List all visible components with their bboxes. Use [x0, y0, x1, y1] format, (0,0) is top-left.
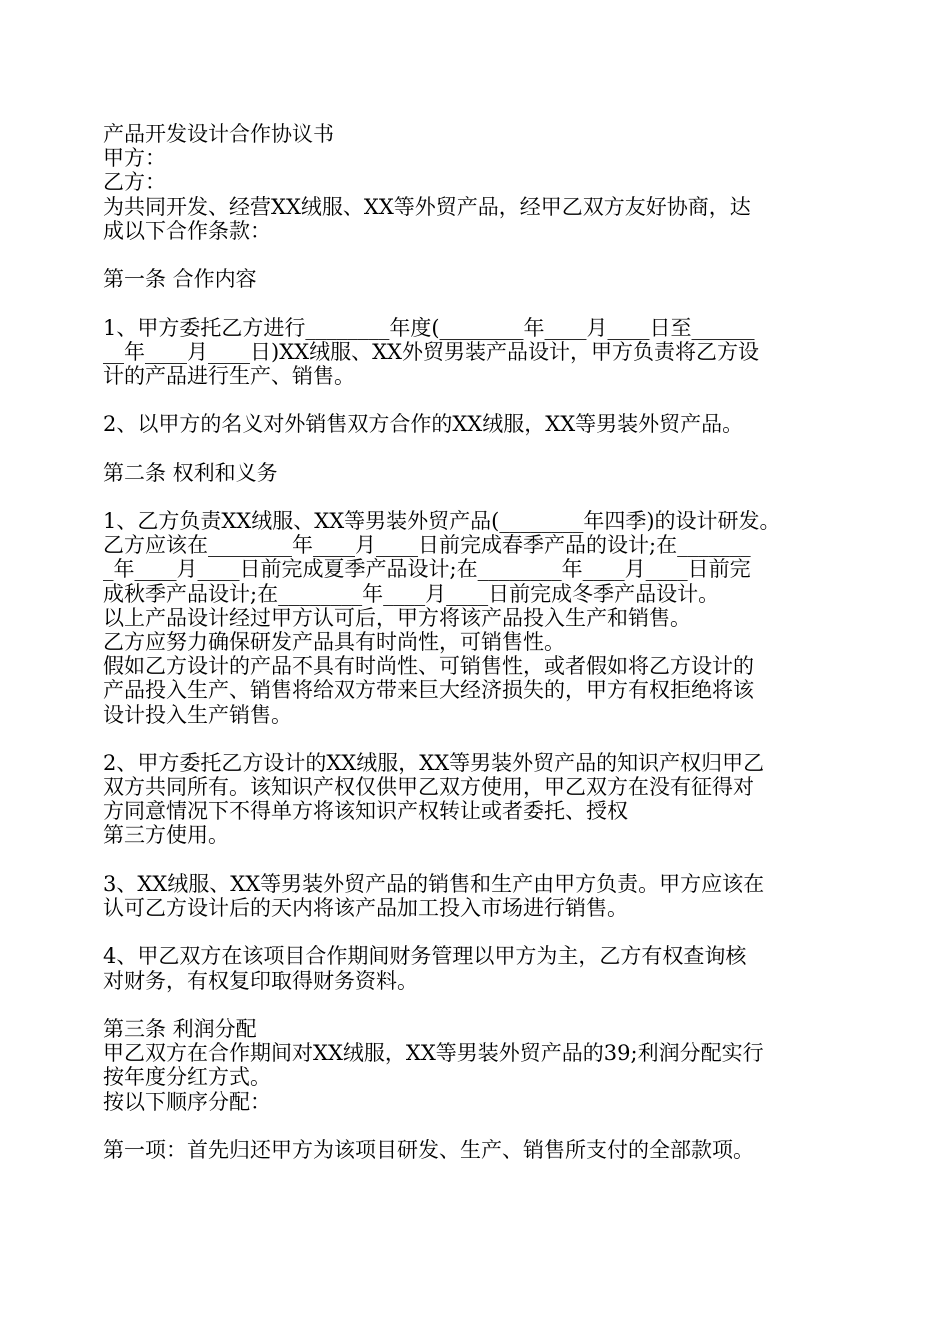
- text-line: 按以下顺序分配：: [103, 1089, 271, 1114]
- text-line: 乙方：: [103, 170, 166, 195]
- text-line: _年____月____日前完成夏季产品设计;在________年____月____日前完: [103, 557, 751, 582]
- document-page: [103, 122, 853, 1162]
- text-line: 产品投入生产、销售将给双方带来巨大经济损失的，甲方有权拒绝将该: [103, 678, 754, 703]
- blank-line: [103, 920, 853, 944]
- text-line: 第三条 利润分配: [103, 1016, 257, 1041]
- blank-line: [103, 1114, 853, 1138]
- text-line: 认可乙方设计后的天内将该产品加工投入市场进行销售。: [103, 896, 628, 920]
- text-line: 对财务，有权复印取得财务资料。: [103, 968, 418, 993]
- text-line: 方同意情况下不得单方将该知识产权转让或者委托、授权: [103, 799, 628, 824]
- blank-line: [103, 993, 853, 1017]
- text-line: __年____月____日)XX绒服、XX外贸男装产品设计，甲方负责将乙方设: [103, 339, 759, 364]
- text-line: 成以下合作条款：: [103, 218, 271, 243]
- blank-line: [103, 243, 853, 267]
- text-line: 设计投入生产销售。: [103, 702, 292, 727]
- document-title: 产品开发设计合作协议书: [103, 122, 334, 146]
- text-line: 4、甲乙双方在该项目合作期间财务管理以甲方为主，乙方有权查询核: [103, 944, 747, 969]
- blank-line: [103, 436, 853, 460]
- text-line: 假如乙方设计的产品不具有时尚性、可销售性，或者假如将乙方设计的: [103, 654, 754, 679]
- text-line: 2、甲方委托乙方设计的XX绒服，XX等男装外贸产品的知识产权归甲乙: [103, 750, 765, 775]
- text-line: 1、乙方负责XX绒服、XX等男装外贸产品(________年四季)的设计研发。: [103, 509, 781, 533]
- text-line: 成秋季产品设计;在________年____月____日前完成冬季产品设计。: [103, 581, 720, 606]
- blank-line: [103, 388, 853, 412]
- text-line: 第一项：首先归还甲方为该项目研发、生产、销售所支付的全部款项。: [103, 1137, 754, 1162]
- text-line: 以上产品设计经过甲方认可后，甲方将该产品投入生产和销售。: [103, 605, 691, 630]
- text-line: 乙方应努力确保研发产品具有时尚性，可销售性。: [103, 629, 565, 654]
- text-line: 第三方使用。: [103, 823, 229, 848]
- text-line: 甲乙双方在合作期间对XX绒服，XX等男装外贸产品的39;利润分配实行: [103, 1041, 764, 1066]
- text-line: 计的产品进行生产、销售。: [103, 363, 355, 388]
- text-line: 3、XX绒服、XX等男装外贸产品的销售和生产由甲方负责。甲方应该在: [103, 871, 765, 896]
- text-line: 乙方应该在________年____月____日前完成春季产品的设计;在_______: [103, 533, 751, 558]
- text-line: 1、甲方委托乙方进行________年度(________年____月____日至______: [103, 315, 755, 340]
- blank-line: [103, 291, 853, 315]
- text-line: 按年度分红方式。: [103, 1065, 271, 1090]
- text-line: 第二条 权利和义务: [103, 460, 278, 485]
- blank-line: [103, 727, 853, 751]
- text-line: 2、以甲方的名义对外销售双方合作的XX绒服，XX等男装外贸产品。: [103, 412, 744, 437]
- blank-line: [103, 848, 853, 872]
- text-line: 为共同开发、经营XX绒服、XX等外贸产品，经甲乙双方友好协商，达: [103, 194, 751, 219]
- text-line: 第一条 合作内容: [103, 267, 257, 292]
- document-body: [103, 146, 853, 1162]
- text-line: 双方共同所有。该知识产权仅供甲乙双方使用，甲乙双方在没有征得对: [103, 775, 754, 800]
- text-line: 甲方：: [103, 146, 166, 171]
- blank-line: [103, 485, 853, 509]
